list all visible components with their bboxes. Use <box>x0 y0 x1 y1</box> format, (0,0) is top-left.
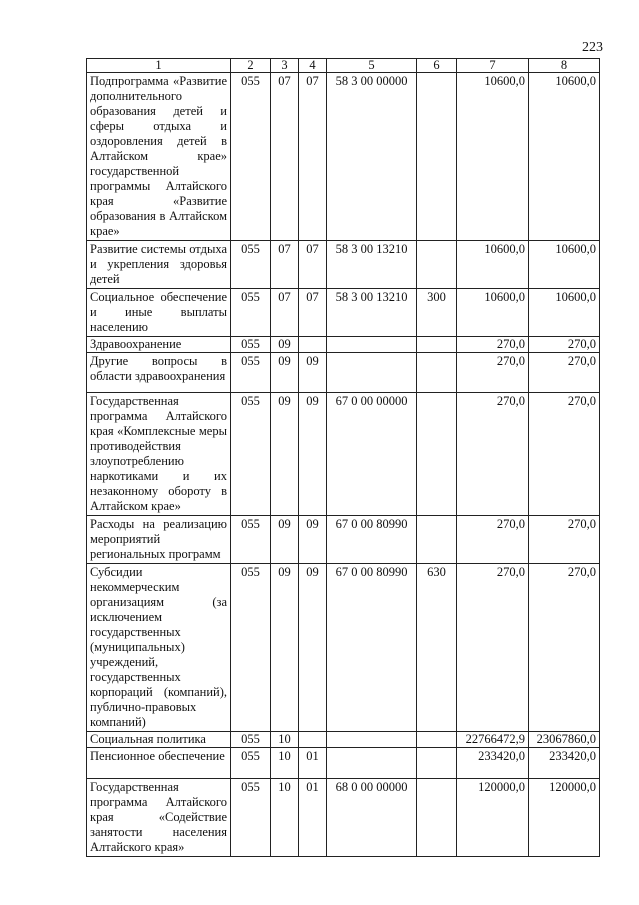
row-name: Социальное обеспечение и иные выплаты населению <box>87 289 231 337</box>
row-expense-type: 630 <box>417 564 457 732</box>
row-section: 09 <box>271 337 299 353</box>
row-section: 09 <box>271 516 299 564</box>
header-cell: 3 <box>271 59 299 73</box>
row-amount-2: 10600,0 <box>529 289 600 337</box>
header-row <box>87 59 600 73</box>
row-code: 055 <box>231 241 271 289</box>
row-section: 09 <box>271 393 299 516</box>
row-section: 09 <box>271 564 299 732</box>
header-cell: 2 <box>231 59 271 73</box>
row-subsection: 07 <box>299 241 327 289</box>
row-amount-1: 270,0 <box>457 337 529 353</box>
row-section: 10 <box>271 748 299 779</box>
row-code: 055 <box>231 289 271 337</box>
table-row <box>87 289 600 337</box>
row-target <box>327 337 417 353</box>
row-amount-2: 270,0 <box>529 337 600 353</box>
row-section: 07 <box>271 73 299 241</box>
row-amount-2: 120000,0 <box>529 779 600 857</box>
row-code: 055 <box>231 353 271 393</box>
page-number: 223 <box>582 40 603 55</box>
row-target: 58 3 00 13210 <box>327 241 417 289</box>
row-amount-2: 270,0 <box>529 516 600 564</box>
row-amount-1: 10600,0 <box>457 241 529 289</box>
row-expense-type <box>417 516 457 564</box>
row-name: Субсидии некоммерческим организациям (за исключением государственных (муниципальных) учреждений, государственных корпораций (компаний), публично-правовых компаний) <box>87 564 231 732</box>
row-subsection: 07 <box>299 73 327 241</box>
row-code: 055 <box>231 732 271 748</box>
row-expense-type <box>417 393 457 516</box>
row-amount-1: 270,0 <box>457 516 529 564</box>
row-amount-1: 233420,0 <box>457 748 529 779</box>
header-cell: 5 <box>327 59 417 73</box>
row-expense-type: 300 <box>417 289 457 337</box>
row-amount-2: 233420,0 <box>529 748 600 779</box>
row-name: Другие вопросы в области здравоохранения <box>87 353 231 393</box>
table-row <box>87 779 600 857</box>
table-row <box>87 353 600 393</box>
row-target: 67 0 00 00000 <box>327 393 417 516</box>
row-amount-2: 270,0 <box>529 564 600 732</box>
row-target <box>327 353 417 393</box>
row-name: Социальная политика <box>87 732 231 748</box>
row-code: 055 <box>231 73 271 241</box>
table-row <box>87 393 600 516</box>
row-code: 055 <box>231 564 271 732</box>
table-row <box>87 73 600 241</box>
row-amount-1: 270,0 <box>457 393 529 516</box>
row-amount-1: 10600,0 <box>457 289 529 337</box>
row-section: 07 <box>271 241 299 289</box>
table-row <box>87 564 600 732</box>
row-subsection: 09 <box>299 353 327 393</box>
row-code: 055 <box>231 516 271 564</box>
row-code: 055 <box>231 393 271 516</box>
row-subsection: 09 <box>299 393 327 516</box>
row-name: Расходы на реализацию мероприятий региональных программ <box>87 516 231 564</box>
header-cell: 6 <box>417 59 457 73</box>
row-amount-2: 270,0 <box>529 353 600 393</box>
row-subsection: 01 <box>299 748 327 779</box>
row-target: 58 3 00 13210 <box>327 289 417 337</box>
row-amount-1: 120000,0 <box>457 779 529 857</box>
row-expense-type <box>417 748 457 779</box>
row-subsection <box>299 732 327 748</box>
row-subsection: 09 <box>299 516 327 564</box>
row-subsection: 01 <box>299 779 327 857</box>
row-target: 58 3 00 00000 <box>327 73 417 241</box>
row-target: 67 0 00 80990 <box>327 564 417 732</box>
header-cell: 8 <box>529 59 600 73</box>
row-subsection: 09 <box>299 564 327 732</box>
table-row <box>87 337 600 353</box>
row-subsection <box>299 337 327 353</box>
row-name: Подпрограмма «Развитие дополнительного образования детей и сферы отдыха и оздоровления детей в Алтайском крае» государственной программы Алтайского края «Развитие образования в Алтайском крае» <box>87 73 231 241</box>
row-amount-2: 10600,0 <box>529 241 600 289</box>
row-name: Здравоохранение <box>87 337 231 353</box>
row-amount-2: 23067860,0 <box>529 732 600 748</box>
header-cell: 1 <box>87 59 231 73</box>
row-target <box>327 748 417 779</box>
budget-table <box>86 58 600 857</box>
row-expense-type <box>417 337 457 353</box>
row-expense-type <box>417 241 457 289</box>
row-section: 09 <box>271 353 299 393</box>
row-name: Развитие системы отдыха и укрепления здоровья детей <box>87 241 231 289</box>
row-amount-1: 10600,0 <box>457 73 529 241</box>
row-section: 10 <box>271 779 299 857</box>
row-expense-type <box>417 73 457 241</box>
row-expense-type <box>417 779 457 857</box>
row-amount-2: 270,0 <box>529 393 600 516</box>
header-cell: 7 <box>457 59 529 73</box>
row-amount-1: 22766472,9 <box>457 732 529 748</box>
row-name: Пенсионное обеспечение <box>87 748 231 779</box>
row-code: 055 <box>231 337 271 353</box>
table-row <box>87 241 600 289</box>
row-target: 67 0 00 80990 <box>327 516 417 564</box>
row-expense-type <box>417 732 457 748</box>
row-name: Государственная программа Алтайского края «Комплексные меры противодействия злоупотреблению наркотиками и их незаконному обороту в Алтайском крае» <box>87 393 231 516</box>
row-subsection: 07 <box>299 289 327 337</box>
row-amount-1: 270,0 <box>457 353 529 393</box>
row-amount-2: 10600,0 <box>529 73 600 241</box>
row-section: 10 <box>271 732 299 748</box>
row-name: Государственная программа Алтайского края «Содействие занятости населения Алтайского края» <box>87 779 231 857</box>
row-amount-1: 270,0 <box>457 564 529 732</box>
row-target: 68 0 00 00000 <box>327 779 417 857</box>
row-section: 07 <box>271 289 299 337</box>
row-target <box>327 732 417 748</box>
row-code: 055 <box>231 779 271 857</box>
row-code: 055 <box>231 748 271 779</box>
row-expense-type <box>417 353 457 393</box>
table-row <box>87 732 600 748</box>
table-row <box>87 748 600 779</box>
table-row <box>87 516 600 564</box>
header-cell: 4 <box>299 59 327 73</box>
